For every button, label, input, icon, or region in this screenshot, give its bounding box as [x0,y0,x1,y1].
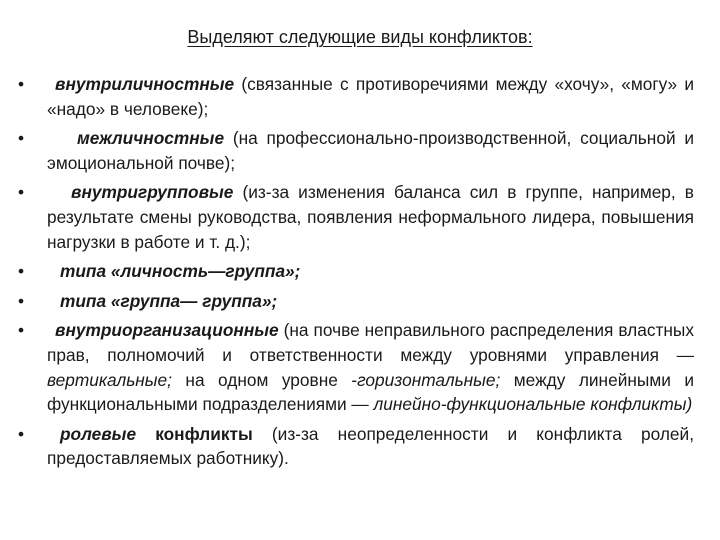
item-text: (связанные с противоречиями между «хочу», «могу» и «надо» в человеке); [47,74,694,119]
item-text: между линейными и функциональными подразделениями — [47,369,694,415]
item-term: типа «группа— группа»; [60,290,278,311]
item-linear: линейно-функциональные конфликты) [373,394,693,415]
list-item [18,289,694,314]
item-term: межличностные [77,128,225,149]
list-item [18,259,694,284]
list-item [18,72,694,121]
list-item [18,180,694,254]
item-term: внутригрупповые [71,182,234,203]
page-title [0,26,720,48]
list-item [18,422,694,471]
item-text: (на почве неправильного распределения властных прав, полномочий и ответственности между уровнями управления — [47,320,694,365]
item-vertical: вертикальные; [47,369,172,390]
list-item [18,318,694,416]
item-text: (на профессионально-производственной, социальной и эмоциональной почве); [47,128,694,173]
item-text: на одном уровне - [171,369,358,390]
item-text: (из-за изменения баланса сил в группе, например, в результате смены руководства, появления неформального лидера, повышения нагрузки в работе и т. д.); [47,182,694,252]
conflict-types-list [18,72,694,471]
item-term: внутриличностные [55,74,235,94]
item-term: внутриорганизационные [55,320,279,341]
title-text: Выделяют следующие виды конфликтов: [187,27,533,47]
item-term: типа «личность—группа»; [60,261,301,282]
list-item [18,126,694,175]
item-text: (из-за неопределенности и конфликта ролей, предоставляемых работнику). [47,423,694,469]
item-term: конфликты [136,423,253,444]
item-horizontal: горизонтальные; [357,369,501,390]
item-term: ролевые [60,423,137,444]
